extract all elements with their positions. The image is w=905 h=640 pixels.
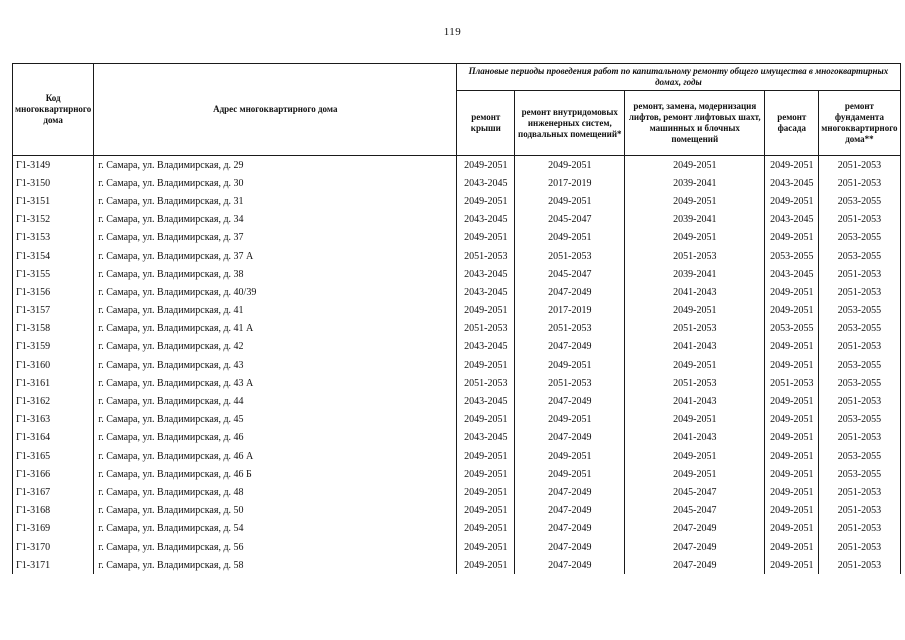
cell-facade: 2049-2051	[765, 556, 819, 574]
cell-engineering: 2051-2053	[515, 247, 625, 265]
cell-address: г. Самара, ул. Владимирская, д. 50	[94, 502, 457, 520]
cell-code: Г1-3153	[13, 229, 94, 247]
cell-roof: 2043-2045	[457, 338, 515, 356]
cell-engineering: 2049-2051	[515, 156, 625, 175]
cell-engineering: 2049-2051	[515, 356, 625, 374]
table-row	[13, 429, 901, 447]
cell-address: г. Самара, ул. Владимирская, д. 40/39	[94, 283, 457, 301]
cell-foundation: 2051-2053	[819, 211, 900, 229]
cell-elevators: 2039-2041	[625, 265, 765, 283]
cell-code: Г1-3152	[13, 211, 94, 229]
cell-elevators: 2047-2049	[625, 556, 765, 574]
cell-roof: 2043-2045	[457, 429, 515, 447]
cell-code: Г1-3160	[13, 356, 94, 374]
cell-address: г. Самара, ул. Владимирская, д. 31	[94, 192, 457, 210]
table-row	[13, 229, 901, 247]
cell-engineering: 2049-2051	[515, 229, 625, 247]
table-row	[13, 447, 901, 465]
cell-engineering: 2049-2051	[515, 465, 625, 483]
cell-code: Г1-3162	[13, 392, 94, 410]
cell-roof: 2043-2045	[457, 211, 515, 229]
header-address: Адрес многоквартирного дома	[94, 64, 457, 156]
table-row	[13, 283, 901, 301]
cell-code: Г1-3149	[13, 156, 94, 175]
cell-code: Г1-3170	[13, 538, 94, 556]
cell-elevators: 2045-2047	[625, 483, 765, 501]
cell-elevators: 2049-2051	[625, 229, 765, 247]
cell-address: г. Самара, ул. Владимирская, д. 44	[94, 392, 457, 410]
cell-foundation: 2053-2055	[819, 374, 900, 392]
cell-roof: 2049-2051	[457, 538, 515, 556]
cell-engineering: 2017-2019	[515, 302, 625, 320]
cell-foundation: 2051-2053	[819, 429, 900, 447]
cell-elevators: 2039-2041	[625, 211, 765, 229]
cell-facade: 2049-2051	[765, 302, 819, 320]
page-number: 119	[443, 26, 462, 38]
cell-foundation: 2051-2053	[819, 392, 900, 410]
cell-foundation: 2051-2053	[819, 502, 900, 520]
cell-facade: 2049-2051	[765, 520, 819, 538]
cell-code: Г1-3158	[13, 320, 94, 338]
cell-roof: 2049-2051	[457, 520, 515, 538]
cell-foundation: 2051-2053	[819, 283, 900, 301]
cell-foundation: 2053-2055	[819, 356, 900, 374]
cell-address: г. Самара, ул. Владимирская, д. 41 А	[94, 320, 457, 338]
cell-code: Г1-3166	[13, 465, 94, 483]
cell-elevators: 2041-2043	[625, 429, 765, 447]
cell-address: г. Самара, ул. Владимирская, д. 43 А	[94, 374, 457, 392]
table-row	[13, 192, 901, 210]
table-header	[13, 64, 901, 156]
cell-facade: 2049-2051	[765, 229, 819, 247]
cell-roof: 2049-2051	[457, 229, 515, 247]
cell-facade: 2053-2055	[765, 247, 819, 265]
cell-engineering: 2045-2047	[515, 265, 625, 283]
cell-foundation: 2053-2055	[819, 320, 900, 338]
cell-engineering: 2017-2019	[515, 174, 625, 192]
cell-facade: 2049-2051	[765, 356, 819, 374]
cell-engineering: 2049-2051	[515, 192, 625, 210]
cell-roof: 2051-2053	[457, 320, 515, 338]
cell-code: Г1-3161	[13, 374, 94, 392]
header-roof: ремонт крыши	[457, 91, 515, 156]
cell-engineering: 2047-2049	[515, 520, 625, 538]
cell-elevators: 2047-2049	[625, 538, 765, 556]
cell-elevators: 2045-2047	[625, 502, 765, 520]
cell-engineering: 2047-2049	[515, 538, 625, 556]
cell-elevators: 2041-2043	[625, 283, 765, 301]
table-row	[13, 211, 901, 229]
table-row	[13, 556, 901, 574]
cell-facade: 2049-2051	[765, 411, 819, 429]
cell-elevators: 2049-2051	[625, 465, 765, 483]
table-row	[13, 465, 901, 483]
cell-foundation: 2051-2053	[819, 174, 900, 192]
table-row	[13, 392, 901, 410]
cell-roof: 2049-2051	[457, 356, 515, 374]
cell-engineering: 2051-2053	[515, 320, 625, 338]
header-periods-group: Плановые периоды проведения работ по капитальному ремонту общего имущества в многоквартирных домах, годы	[457, 64, 900, 91]
cell-roof: 2043-2045	[457, 174, 515, 192]
cell-code: Г1-3163	[13, 411, 94, 429]
cell-facade: 2049-2051	[765, 338, 819, 356]
cell-code: Г1-3154	[13, 247, 94, 265]
table-row	[13, 411, 901, 429]
cell-foundation: 2053-2055	[819, 247, 900, 265]
cell-facade: 2049-2051	[765, 447, 819, 465]
capital-repair-table-wrapper	[12, 63, 901, 574]
cell-facade: 2049-2051	[765, 192, 819, 210]
cell-elevators: 2051-2053	[625, 320, 765, 338]
cell-foundation: 2051-2053	[819, 538, 900, 556]
cell-roof: 2051-2053	[457, 247, 515, 265]
cell-roof: 2043-2045	[457, 265, 515, 283]
cell-code: Г1-3155	[13, 265, 94, 283]
cell-foundation: 2051-2053	[819, 156, 900, 175]
cell-elevators: 2049-2051	[625, 192, 765, 210]
cell-foundation: 2051-2053	[819, 265, 900, 283]
header-code: Код многоквартирного дома	[13, 64, 94, 156]
cell-code: Г1-3151	[13, 192, 94, 210]
cell-code: Г1-3165	[13, 447, 94, 465]
cell-engineering: 2047-2049	[515, 392, 625, 410]
cell-engineering: 2051-2053	[515, 374, 625, 392]
cell-foundation: 2051-2053	[819, 338, 900, 356]
table-row	[13, 302, 901, 320]
table-row	[13, 483, 901, 501]
table-row	[13, 320, 901, 338]
cell-roof: 2049-2051	[457, 302, 515, 320]
table-row	[13, 265, 901, 283]
cell-address: г. Самара, ул. Владимирская, д. 38	[94, 265, 457, 283]
cell-address: г. Самара, ул. Владимирская, д. 46	[94, 429, 457, 447]
cell-facade: 2043-2045	[765, 265, 819, 283]
capital-repair-table	[12, 63, 901, 574]
cell-engineering: 2047-2049	[515, 556, 625, 574]
header-elevators: ремонт, замена, модернизация лифтов, ремонт лифтовых шахт, машинных и блочных помещений	[625, 91, 765, 156]
cell-elevators: 2047-2049	[625, 520, 765, 538]
cell-elevators: 2049-2051	[625, 356, 765, 374]
cell-facade: 2043-2045	[765, 174, 819, 192]
cell-roof: 2049-2051	[457, 556, 515, 574]
cell-roof: 2049-2051	[457, 447, 515, 465]
cell-code: Г1-3159	[13, 338, 94, 356]
cell-elevators: 2051-2053	[625, 247, 765, 265]
cell-foundation: 2053-2055	[819, 411, 900, 429]
cell-elevators: 2041-2043	[625, 338, 765, 356]
cell-roof: 2049-2051	[457, 502, 515, 520]
cell-address: г. Самара, ул. Владимирская, д. 45	[94, 411, 457, 429]
cell-roof: 2043-2045	[457, 283, 515, 301]
table-row	[13, 356, 901, 374]
cell-code: Г1-3157	[13, 302, 94, 320]
cell-facade: 2049-2051	[765, 392, 819, 410]
cell-facade: 2049-2051	[765, 156, 819, 175]
cell-address: г. Самара, ул. Владимирская, д. 48	[94, 483, 457, 501]
cell-facade: 2053-2055	[765, 320, 819, 338]
cell-elevators: 2051-2053	[625, 374, 765, 392]
cell-code: Г1-3168	[13, 502, 94, 520]
cell-code: Г1-3167	[13, 483, 94, 501]
cell-engineering: 2047-2049	[515, 483, 625, 501]
cell-foundation: 2053-2055	[819, 192, 900, 210]
header-facade: ремонт фасада	[765, 91, 819, 156]
cell-code: Г1-3169	[13, 520, 94, 538]
table-row	[13, 374, 901, 392]
cell-facade: 2049-2051	[765, 283, 819, 301]
table-row	[13, 538, 901, 556]
cell-roof: 2051-2053	[457, 374, 515, 392]
cell-code: Г1-3171	[13, 556, 94, 574]
cell-roof: 2049-2051	[457, 192, 515, 210]
table-body	[13, 156, 901, 575]
cell-foundation: 2053-2055	[819, 465, 900, 483]
cell-facade: 2049-2051	[765, 429, 819, 447]
cell-foundation: 2051-2053	[819, 520, 900, 538]
cell-foundation: 2051-2053	[819, 483, 900, 501]
cell-address: г. Самара, ул. Владимирская, д. 43	[94, 356, 457, 374]
cell-code: Г1-3156	[13, 283, 94, 301]
table-row	[13, 247, 901, 265]
cell-address: г. Самара, ул. Владимирская, д. 29	[94, 156, 457, 175]
cell-elevators: 2049-2051	[625, 156, 765, 175]
cell-address: г. Самара, ул. Владимирская, д. 56	[94, 538, 457, 556]
cell-address: г. Самара, ул. Владимирская, д. 30	[94, 174, 457, 192]
cell-foundation: 2051-2053	[819, 556, 900, 574]
table-row	[13, 174, 901, 192]
cell-address: г. Самара, ул. Владимирская, д. 58	[94, 556, 457, 574]
cell-facade: 2049-2051	[765, 483, 819, 501]
cell-address: г. Самара, ул. Владимирская, д. 42	[94, 338, 457, 356]
cell-address: г. Самара, ул. Владимирская, д. 46 Б	[94, 465, 457, 483]
cell-facade: 2051-2053	[765, 374, 819, 392]
cell-code: Г1-3164	[13, 429, 94, 447]
cell-elevators: 2049-2051	[625, 302, 765, 320]
cell-engineering: 2045-2047	[515, 211, 625, 229]
cell-address: г. Самара, ул. Владимирская, д. 46 А	[94, 447, 457, 465]
cell-facade: 2043-2045	[765, 211, 819, 229]
cell-roof: 2043-2045	[457, 392, 515, 410]
cell-address: г. Самара, ул. Владимирская, д. 37	[94, 229, 457, 247]
cell-roof: 2049-2051	[457, 411, 515, 429]
cell-roof: 2049-2051	[457, 465, 515, 483]
cell-facade: 2049-2051	[765, 465, 819, 483]
cell-elevators: 2039-2041	[625, 174, 765, 192]
table-row	[13, 156, 901, 175]
cell-address: г. Самара, ул. Владимирская, д. 54	[94, 520, 457, 538]
cell-address: г. Самара, ул. Владимирская, д. 34	[94, 211, 457, 229]
cell-foundation: 2053-2055	[819, 447, 900, 465]
header-foundation: ремонт фундамента многоквартирного дома**	[819, 91, 900, 156]
cell-roof: 2049-2051	[457, 156, 515, 175]
cell-foundation: 2053-2055	[819, 302, 900, 320]
header-engineering: ремонт внутридомовых инженерных систем, подвальных помещений*	[515, 91, 625, 156]
cell-foundation: 2053-2055	[819, 229, 900, 247]
cell-engineering: 2047-2049	[515, 283, 625, 301]
cell-address: г. Самара, ул. Владимирская, д. 37 А	[94, 247, 457, 265]
cell-engineering: 2049-2051	[515, 447, 625, 465]
cell-facade: 2049-2051	[765, 538, 819, 556]
cell-engineering: 2047-2049	[515, 502, 625, 520]
cell-facade: 2049-2051	[765, 502, 819, 520]
table-row	[13, 502, 901, 520]
cell-elevators: 2041-2043	[625, 392, 765, 410]
cell-code: Г1-3150	[13, 174, 94, 192]
cell-roof: 2049-2051	[457, 483, 515, 501]
table-row	[13, 520, 901, 538]
cell-engineering: 2047-2049	[515, 338, 625, 356]
cell-elevators: 2049-2051	[625, 411, 765, 429]
cell-engineering: 2049-2051	[515, 411, 625, 429]
cell-engineering: 2047-2049	[515, 429, 625, 447]
cell-elevators: 2049-2051	[625, 447, 765, 465]
table-row	[13, 338, 901, 356]
cell-address: г. Самара, ул. Владимирская, д. 41	[94, 302, 457, 320]
